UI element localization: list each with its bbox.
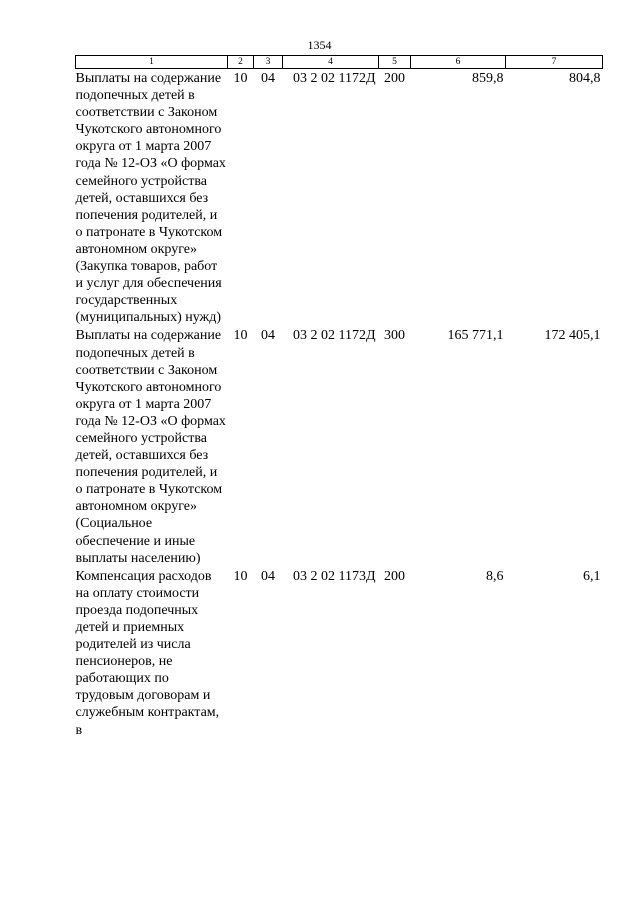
row-value-2: 172 405,1 <box>544 328 601 344</box>
row-value-1: 8,6 <box>486 568 504 584</box>
column-header-2: 2 <box>228 56 254 69</box>
page-number: 1354 <box>307 38 332 52</box>
row-target-code: 03 2 02 1173Д <box>292 568 376 584</box>
row-section: 10 <box>233 568 248 584</box>
table-row <box>76 567 603 739</box>
row-subsection: 04 <box>261 71 275 86</box>
column-header-1: 1 <box>76 56 228 69</box>
column-header-4: 4 <box>283 56 379 69</box>
column-header-6: 6 <box>411 56 506 69</box>
row-value-1: 859,8 <box>472 71 504 86</box>
row-expense-type: 200 <box>384 568 405 584</box>
table-row <box>76 69 603 327</box>
row-subsection: 04 <box>261 568 275 584</box>
row-target-code: 03 2 02 1172Д <box>292 328 376 344</box>
row-name: Выплаты на содержание подопечных детей в соответствии с Законом Чукотского автономного округа от 1 марта 2007 года № 12-ОЗ «О формах семейного устройства детей, оставшихся без попечения родителей, и о патронате в Чукотском автономном округе» (Социальное обеспечение и иные выплаты населению) <box>75 328 226 566</box>
row-value-2: 804,8 <box>569 71 601 86</box>
column-header-3: 3 <box>254 56 283 69</box>
row-name: Компенсация расходов на оплату стоимости проезда подопечных детей и приемных родителей из числа пенсионеров, не работающих по трудовым договорам и служебным контрактам, в <box>75 568 220 738</box>
row-section: 10 <box>233 71 248 86</box>
row-value-2: 6,1 <box>583 568 601 584</box>
row-value-1: 165 771,1 <box>447 328 504 344</box>
row-target-code: 03 2 02 1172Д <box>292 71 376 86</box>
table-header-row <box>76 56 603 69</box>
column-header-7: 7 <box>506 56 603 69</box>
row-name: Выплаты на содержание подопечных детей в соответствии с Законом Чукотского автономного округа от 1 марта 2007 года № 12-ОЗ «О формах семейного устройства детей, оставшихся без попечения родителей, и о патронате в Чукотском автономном округе» (Закупка товаров, работ и услуг для обеспечения государственных (муниципальных) нужд) <box>75 71 226 326</box>
column-header-5: 5 <box>379 56 411 69</box>
row-section: 10 <box>233 328 248 344</box>
row-expense-type: 200 <box>384 71 405 86</box>
budget-table <box>75 55 603 739</box>
row-subsection: 04 <box>261 328 275 344</box>
row-expense-type: 300 <box>384 328 405 344</box>
table-row <box>76 326 603 566</box>
